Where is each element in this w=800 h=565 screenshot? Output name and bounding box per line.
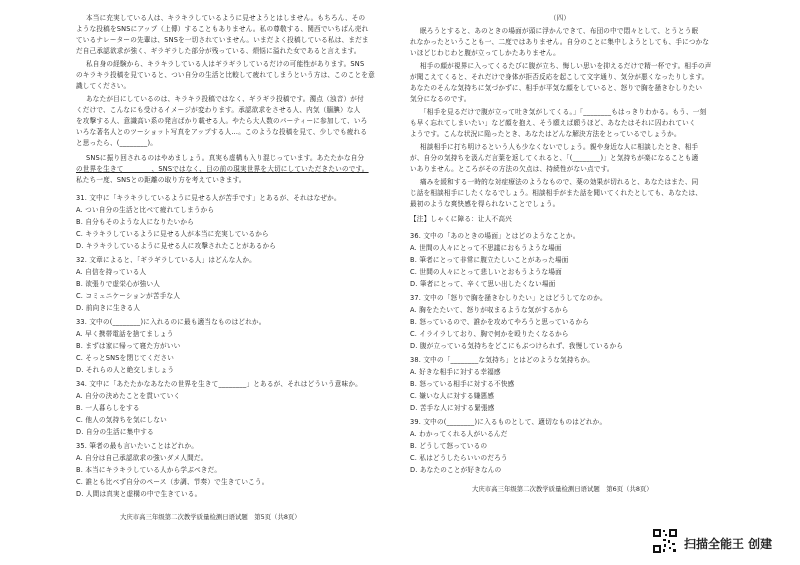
option: C. コミュニケーションが苦手な人 xyxy=(76,292,181,300)
left-line: いろな著名人とのツーショット写真をアップする人…。このような投稿を見て、少しでも疲れる xyxy=(76,128,368,136)
option: B. 筆者にとって非常に腹立たしいことがあった場面 xyxy=(410,256,569,264)
scanner-watermark xyxy=(652,528,792,556)
left-line: のキラキラ投稿を見ていると、つい自分の生活と比較して疲れてしまうという方は、このことを意 xyxy=(76,71,375,79)
option: A. 早く携帯電話を捨てましょう xyxy=(76,330,174,338)
option: B. 一人暮らしをする xyxy=(76,404,140,412)
left-line: 私たち一度、SNSとの距離の取り方を考えていきます。 xyxy=(76,176,246,184)
option: C. キラキラしているように見せる人が本当に充実しているから xyxy=(76,230,269,238)
question-36: 36. 文中の「あのときの場面」とはどのようなことか。 xyxy=(410,232,580,240)
option: C. 嫌いな人に対する嫌悪感 xyxy=(410,392,495,400)
question-32: 32. 文章によると、「ギラギラしている人」はどんな人か。 xyxy=(76,256,256,264)
option: B. 怒っている相手に対する不快感 xyxy=(410,380,515,388)
right-line: いほどじわじわと腹が立ってしかたありません。 xyxy=(410,49,560,57)
left-line: 私自身の経験から、キラキラしている人はギラギラしているだけの可能性があります。SNS xyxy=(86,60,365,68)
option: B. 自分もそのような人になりたいから xyxy=(76,218,195,226)
left-line: と思ったら、(________)。 xyxy=(76,139,158,147)
right-line: れなかったということも一、二度ではありません。自分のことに集中しようとしても、手につかな xyxy=(410,38,710,46)
question-39: 39. 文中の(________)に入るものとして、適切なものはどれか。 xyxy=(410,418,607,426)
option: C. 誰とも比べず自分のペース（步調、节奏）で生きていこう。 xyxy=(76,478,269,486)
section-title: （四） xyxy=(549,14,571,22)
right-line: いありません。ところがその方法の欠点は、持続性がない点です。 xyxy=(410,165,614,173)
right-line: あなたのそんな気持ちに気づかずに、相手が平気な顔をしていると、怒りで胸を掻きむしりたい xyxy=(410,84,703,92)
option: B. 欲張りで虚栄心が強い人 xyxy=(76,280,161,288)
option: D. 人間は真実と虚構の中で生きている。 xyxy=(76,490,202,498)
option: D. キラキラしているように見せる人に攻撃されたことがあるから xyxy=(76,242,277,250)
left-line: SNSに振り回されるのはやめましょう。真実も虚構も入り混じっています。あたたかな自分 xyxy=(86,154,365,162)
left-line: あなたが目にしているのは、キラキラ投稿ではなく、ギラギラ投稿です。濁点（浊音）が付 xyxy=(86,95,364,103)
question-33: 33. 文中の(________)に入れるのに最も適当なものはどれか。 xyxy=(76,318,266,326)
question-34: 34. 文中に「あたたかなあなたの世界を生きて________」とあるが、それはどういう意味か。 xyxy=(76,380,362,388)
left-line: ているナレーターの先輩は、SNSを一切されていません。いまだよく投稿している私は、まだま xyxy=(76,36,369,44)
option: C. 私はどうしたらいいのだろう xyxy=(410,454,508,462)
right-line: 「相手を見るだけで腹が立って吐き気がしてくる。」「________もはっきりわかる。もう、一刻 xyxy=(420,108,707,116)
option: D. それらの人と絶交しましょう xyxy=(76,366,175,374)
left-line: を攻撃する人、意識高い系の発言ばかり載せる人。やたら大人数のパーティーに参加して、いろ xyxy=(76,117,368,125)
right-line: 最初のような爽快感を得られないことでしょう。 xyxy=(410,200,560,208)
option: A. 自分は自己承認欲求の強いダメ人間だ。 xyxy=(76,454,208,462)
right-line: 眠ろうとすると、あのときの場面が頭に浮かんできて、布団の中で悶々として、とうとう眠 xyxy=(420,27,699,35)
qr-code-icon xyxy=(652,528,678,554)
option: D. 腹が立っている気持ちをどこにもぶつけられず、我慢しているから xyxy=(410,342,624,350)
option: D. 前向きに生きる人 xyxy=(76,304,141,312)
option: C. 他人の気持ちを気にしない xyxy=(76,416,167,424)
right-line: じ話を相談相手にしたくなるでしょう。相談相手がまた話を聞いてくれたとしても、あなたは、 xyxy=(410,189,703,197)
left-line: ような投稿をSNSにアップ（上傳）することもありません。私の尊敬する、関西でいちばん売れ xyxy=(76,25,369,33)
option: D. 筆者にとって、辛くて思い出したくない場面 xyxy=(410,280,556,288)
option: A. つい自分の生活と比べて疲れてしまうから xyxy=(76,206,215,214)
right-line: ようです。こんな状況に陥ったとき、あなたはどんな解決方法をとっているでしょうか。 xyxy=(410,130,681,138)
watermark-label: 扫描全能王 创建 xyxy=(684,537,773,551)
right-page xyxy=(400,0,800,540)
option: A. 好きな相手に対する幸福感 xyxy=(410,368,501,376)
option: A. わかってくれる人がいるんだ xyxy=(410,430,508,438)
left-line: の世界を生きて________、SNSではなく、目の前の現実世界を大切にしていただきたいのです。 xyxy=(76,165,369,173)
option: B. 怒っているので、誰かを攻めてやろうと思っているから xyxy=(410,318,590,326)
page-footer: 大庆市高三年级第二次教学质量检测日语试题 第6页（共8页） xyxy=(472,485,653,493)
question-38: 38. 文中の「________な気持ち」とはどのような気持ちか。 xyxy=(410,356,595,364)
right-line: が、自分の気持ちを汲んだ言葉を返してくれると、「(________)」と気持ちが楽になることも適 xyxy=(410,154,699,162)
left-line: 本当に充実している人は、キラキラしているように見せようとはしません。もちろん、その xyxy=(86,14,366,22)
right-line: 気分になるのです。 xyxy=(410,95,471,103)
right-line: が聞こえてくると、それだけで身体が拒否反応を起こして文字通り、気分が悪くなったりします。 xyxy=(410,73,709,81)
left-line: くだけで、こんなにも受けるイメージが変わります。承認欲求をさせる人、内気（腼腆）な人 xyxy=(76,106,361,114)
option: C. イライラしており、胸で何かを殴りたくなるから xyxy=(410,330,569,338)
question-31: 31. 文中に「キラキラしているように見せる人が苦手です」とあるが、それはなぜか。 xyxy=(76,194,341,202)
question-35: 35. 筆者の最も言いたいことはどれか。 xyxy=(76,442,199,450)
option: C. 世間の人々にとって悲しいとおもうような場面 xyxy=(410,268,562,276)
option: B. まずは家に帰って寝た方がいい xyxy=(76,342,181,350)
note: 【注】しゃくに障る：让人不高兴 xyxy=(410,215,512,223)
option: D. 苦手な人に対する緊張感 xyxy=(410,404,495,412)
option: B. どうして怒っているの xyxy=(410,442,488,450)
option: B. 本当にキラキラしている人から学ぶべきだ。 xyxy=(76,466,222,474)
option: A. 自分の決めたことを貫いていく xyxy=(76,392,181,400)
right-line: 相談相手に打ち明けるという人も少なくないでしょう。親や身近な人に相談したとき、相手 xyxy=(420,143,699,151)
option: A. 世間の人々にとって不思議におもうような場面 xyxy=(410,244,562,252)
page-footer: 大庆市高三年级第二次教学质量检测日语试题 第5页（共8页） xyxy=(120,513,301,521)
option: A. 自信を持っている人 xyxy=(76,268,147,276)
option: D. 自分の生活に集中する xyxy=(76,428,154,436)
question-37: 37. 文中の「怒りで胸を掻きむしりたい」とはどうしてなのか。 xyxy=(410,294,607,302)
right-line: 痛みを緩和する一時的な対症療法のようなもので、薬の効果が切れると、あなたはまた、同 xyxy=(420,178,699,186)
left-line: だ自己承認欲求が強く、ギラギラした部分が残っている、煩悩に溢れた女であると言えます。 xyxy=(76,47,361,55)
right-line: 相手の顔が視界に入ってくるたびに腹が立ち、悔しい思いを抑えるだけで精一杯です。相手の声 xyxy=(420,62,712,70)
right-line: も早く忘れてしまいたい」など顔を抱え、そう願えば願うほど、あなたはそれに囚われていく xyxy=(410,119,696,127)
left-line: 識してください。 xyxy=(76,82,131,90)
option: C. そっとSNSを閉じてください xyxy=(76,354,175,362)
option: D. あなたのことが好きなんの xyxy=(410,466,502,474)
option: A. 胸をたたいて、怒りが収まるような気がするから xyxy=(410,306,569,314)
left-page xyxy=(0,0,400,540)
